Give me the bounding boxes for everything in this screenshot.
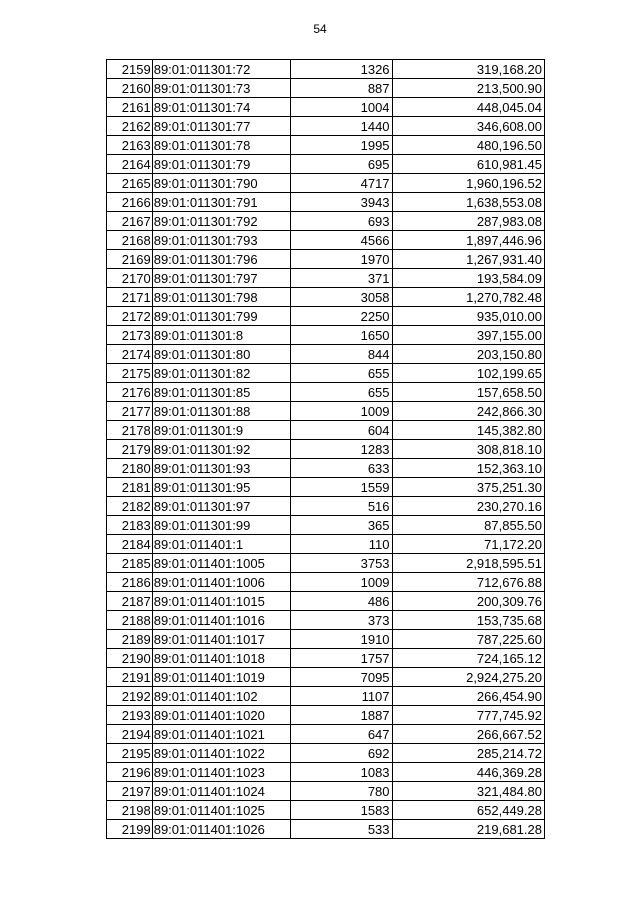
area-cell: 373 xyxy=(290,611,392,630)
table-row xyxy=(107,60,545,79)
row-number-cell: 2176 xyxy=(107,383,153,402)
value-cell: 203,150.80 xyxy=(392,345,544,364)
cadastral-number-cell: 89:01:011301:82 xyxy=(152,364,290,383)
value-cell: 319,168.20 xyxy=(392,60,544,79)
row-number-cell: 2168 xyxy=(107,231,153,250)
cadastral-number-cell: 89:01:011301:92 xyxy=(152,440,290,459)
table-row xyxy=(107,98,545,117)
area-cell: 371 xyxy=(290,269,392,288)
row-number-cell: 2165 xyxy=(107,174,153,193)
cadastral-number-cell: 89:01:011301:80 xyxy=(152,345,290,364)
cadastral-number-cell: 89:01:011301:85 xyxy=(152,383,290,402)
value-cell: 193,584.09 xyxy=(392,269,544,288)
cadastral-number-cell: 89:01:011401:102 xyxy=(152,687,290,706)
area-cell: 486 xyxy=(290,592,392,611)
cadastral-number-cell: 89:01:011301:74 xyxy=(152,98,290,117)
area-cell: 1583 xyxy=(290,801,392,820)
value-cell: 1,270,782.48 xyxy=(392,288,544,307)
area-cell: 1559 xyxy=(290,478,392,497)
value-cell: 1,638,553.08 xyxy=(392,193,544,212)
area-cell: 110 xyxy=(290,535,392,554)
value-cell: 152,363.10 xyxy=(392,459,544,478)
value-cell: 71,172.20 xyxy=(392,535,544,554)
cadastral-number-cell: 89:01:011401:1021 xyxy=(152,725,290,744)
table-row xyxy=(107,459,545,478)
table-row xyxy=(107,345,545,364)
row-number-cell: 2161 xyxy=(107,98,153,117)
cadastral-number-cell: 89:01:011301:796 xyxy=(152,250,290,269)
row-number-cell: 2166 xyxy=(107,193,153,212)
value-cell: 724,165.12 xyxy=(392,649,544,668)
value-cell: 87,855.50 xyxy=(392,516,544,535)
area-cell: 887 xyxy=(290,79,392,98)
table-row xyxy=(107,117,545,136)
table-row xyxy=(107,269,545,288)
row-number-cell: 2184 xyxy=(107,535,153,554)
value-cell: 266,454.90 xyxy=(392,687,544,706)
value-cell: 145,382.80 xyxy=(392,421,544,440)
area-cell: 1970 xyxy=(290,250,392,269)
cadastral-number-cell: 89:01:011301:73 xyxy=(152,79,290,98)
value-cell: 242,866.30 xyxy=(392,402,544,421)
area-cell: 1009 xyxy=(290,402,392,421)
table-row xyxy=(107,155,545,174)
table-row xyxy=(107,649,545,668)
cadastral-number-cell: 89:01:011301:99 xyxy=(152,516,290,535)
table-row xyxy=(107,763,545,782)
cadastral-number-cell: 89:01:011401:1 xyxy=(152,535,290,554)
cadastral-number-cell: 89:01:011401:1024 xyxy=(152,782,290,801)
table-row xyxy=(107,725,545,744)
cadastral-number-cell: 89:01:011301:9 xyxy=(152,421,290,440)
table-row xyxy=(107,193,545,212)
area-cell: 3058 xyxy=(290,288,392,307)
cadastral-number-cell: 89:01:011401:1005 xyxy=(152,554,290,573)
row-number-cell: 2190 xyxy=(107,649,153,668)
table-row xyxy=(107,478,545,497)
value-cell: 2,924,275.20 xyxy=(392,668,544,687)
row-number-cell: 2182 xyxy=(107,497,153,516)
value-cell: 346,608.00 xyxy=(392,117,544,136)
row-number-cell: 2199 xyxy=(107,820,153,839)
row-number-cell: 2196 xyxy=(107,763,153,782)
value-cell: 2,918,595.51 xyxy=(392,554,544,573)
value-cell: 480,196.50 xyxy=(392,136,544,155)
row-number-cell: 2169 xyxy=(107,250,153,269)
value-cell: 200,309.76 xyxy=(392,592,544,611)
value-cell: 652,449.28 xyxy=(392,801,544,820)
value-cell: 266,667.52 xyxy=(392,725,544,744)
area-cell: 3943 xyxy=(290,193,392,212)
cadastral-number-cell: 89:01:011301:792 xyxy=(152,212,290,231)
table-row xyxy=(107,592,545,611)
area-cell: 1283 xyxy=(290,440,392,459)
value-cell: 321,484.80 xyxy=(392,782,544,801)
value-cell: 102,199.65 xyxy=(392,364,544,383)
table-row xyxy=(107,364,545,383)
page-number: 54 xyxy=(313,22,327,36)
row-number-cell: 2159 xyxy=(107,60,153,79)
value-cell: 219,681.28 xyxy=(392,820,544,839)
cadastral-number-cell: 89:01:011401:1019 xyxy=(152,668,290,687)
value-cell: 375,251.30 xyxy=(392,478,544,497)
row-number-cell: 2186 xyxy=(107,573,153,592)
value-cell: 935,010.00 xyxy=(392,307,544,326)
area-cell: 7095 xyxy=(290,668,392,687)
cadastral-number-cell: 89:01:011301:79 xyxy=(152,155,290,174)
row-number-cell: 2187 xyxy=(107,592,153,611)
table-row xyxy=(107,516,545,535)
area-cell: 844 xyxy=(290,345,392,364)
table-row xyxy=(107,801,545,820)
cadastral-number-cell: 89:01:011301:8 xyxy=(152,326,290,345)
area-cell: 4717 xyxy=(290,174,392,193)
cadastral-number-cell: 89:01:011301:95 xyxy=(152,478,290,497)
area-cell: 693 xyxy=(290,212,392,231)
row-number-cell: 2181 xyxy=(107,478,153,497)
cadastral-number-cell: 89:01:011301:799 xyxy=(152,307,290,326)
value-cell: 1,267,931.40 xyxy=(392,250,544,269)
cadastral-number-cell: 89:01:011401:1026 xyxy=(152,820,290,839)
table-row xyxy=(107,231,545,250)
value-cell: 777,745.92 xyxy=(392,706,544,725)
value-cell: 448,045.04 xyxy=(392,98,544,117)
cadastral-number-cell: 89:01:011301:798 xyxy=(152,288,290,307)
row-number-cell: 2188 xyxy=(107,611,153,630)
table-row xyxy=(107,440,545,459)
area-cell: 365 xyxy=(290,516,392,535)
value-cell: 446,369.28 xyxy=(392,763,544,782)
area-cell: 516 xyxy=(290,497,392,516)
cadastral-number-cell: 89:01:011401:1016 xyxy=(152,611,290,630)
row-number-cell: 2192 xyxy=(107,687,153,706)
cadastral-table xyxy=(106,59,545,839)
row-number-cell: 2164 xyxy=(107,155,153,174)
table-row xyxy=(107,174,545,193)
row-number-cell: 2191 xyxy=(107,668,153,687)
cadastral-number-cell: 89:01:011301:78 xyxy=(152,136,290,155)
area-cell: 780 xyxy=(290,782,392,801)
area-cell: 1910 xyxy=(290,630,392,649)
cadastral-number-cell: 89:01:011301:93 xyxy=(152,459,290,478)
area-cell: 1009 xyxy=(290,573,392,592)
area-cell: 3753 xyxy=(290,554,392,573)
row-number-cell: 2162 xyxy=(107,117,153,136)
table-row xyxy=(107,250,545,269)
value-cell: 308,818.10 xyxy=(392,440,544,459)
value-cell: 285,214.72 xyxy=(392,744,544,763)
table-row xyxy=(107,326,545,345)
cadastral-number-cell: 89:01:011401:1020 xyxy=(152,706,290,725)
table-row xyxy=(107,212,545,231)
cadastral-number-cell: 89:01:011301:88 xyxy=(152,402,290,421)
area-cell: 533 xyxy=(290,820,392,839)
value-cell: 287,983.08 xyxy=(392,212,544,231)
row-number-cell: 2160 xyxy=(107,79,153,98)
value-cell: 213,500.90 xyxy=(392,79,544,98)
row-number-cell: 2195 xyxy=(107,744,153,763)
cadastral-number-cell: 89:01:011301:797 xyxy=(152,269,290,288)
table-row xyxy=(107,402,545,421)
area-cell: 1650 xyxy=(290,326,392,345)
table-row xyxy=(107,136,545,155)
table-row xyxy=(107,573,545,592)
cadastral-number-cell: 89:01:011301:72 xyxy=(152,60,290,79)
area-cell: 1004 xyxy=(290,98,392,117)
value-cell: 157,658.50 xyxy=(392,383,544,402)
row-number-cell: 2171 xyxy=(107,288,153,307)
area-cell: 647 xyxy=(290,725,392,744)
row-number-cell: 2183 xyxy=(107,516,153,535)
cadastral-number-cell: 89:01:011401:1022 xyxy=(152,744,290,763)
table-row xyxy=(107,497,545,516)
row-number-cell: 2197 xyxy=(107,782,153,801)
row-number-cell: 2170 xyxy=(107,269,153,288)
table-body xyxy=(107,60,545,839)
area-cell: 1887 xyxy=(290,706,392,725)
cadastral-number-cell: 89:01:011401:1018 xyxy=(152,649,290,668)
value-cell: 610,981.45 xyxy=(392,155,544,174)
area-cell: 604 xyxy=(290,421,392,440)
table-row xyxy=(107,687,545,706)
value-cell: 1,960,196.52 xyxy=(392,174,544,193)
row-number-cell: 2178 xyxy=(107,421,153,440)
area-cell: 1440 xyxy=(290,117,392,136)
cadastral-number-cell: 89:01:011401:1015 xyxy=(152,592,290,611)
row-number-cell: 2194 xyxy=(107,725,153,744)
value-cell: 153,735.68 xyxy=(392,611,544,630)
row-number-cell: 2167 xyxy=(107,212,153,231)
cadastral-number-cell: 89:01:011301:77 xyxy=(152,117,290,136)
area-cell: 692 xyxy=(290,744,392,763)
table-row xyxy=(107,535,545,554)
row-number-cell: 2173 xyxy=(107,326,153,345)
row-number-cell: 2175 xyxy=(107,364,153,383)
cadastral-number-cell: 89:01:011301:790 xyxy=(152,174,290,193)
value-cell: 397,155.00 xyxy=(392,326,544,345)
cadastral-number-cell: 89:01:011301:793 xyxy=(152,231,290,250)
table-row xyxy=(107,611,545,630)
value-cell: 1,897,446.96 xyxy=(392,231,544,250)
cadastral-number-cell: 89:01:011401:1023 xyxy=(152,763,290,782)
table-row xyxy=(107,820,545,839)
table-row xyxy=(107,421,545,440)
row-number-cell: 2179 xyxy=(107,440,153,459)
area-cell: 1083 xyxy=(290,763,392,782)
table-row xyxy=(107,706,545,725)
table-row xyxy=(107,782,545,801)
area-cell: 1757 xyxy=(290,649,392,668)
area-cell: 695 xyxy=(290,155,392,174)
area-cell: 655 xyxy=(290,364,392,383)
row-number-cell: 2172 xyxy=(107,307,153,326)
row-number-cell: 2177 xyxy=(107,402,153,421)
cadastral-number-cell: 89:01:011401:1017 xyxy=(152,630,290,649)
cadastral-number-cell: 89:01:011401:1006 xyxy=(152,573,290,592)
table-row xyxy=(107,79,545,98)
value-cell: 787,225.60 xyxy=(392,630,544,649)
area-cell: 1326 xyxy=(290,60,392,79)
row-number-cell: 2174 xyxy=(107,345,153,364)
area-cell: 2250 xyxy=(290,307,392,326)
table-row xyxy=(107,288,545,307)
cadastral-number-cell: 89:01:011301:97 xyxy=(152,497,290,516)
cadastral-number-cell: 89:01:011301:791 xyxy=(152,193,290,212)
area-cell: 1107 xyxy=(290,687,392,706)
row-number-cell: 2185 xyxy=(107,554,153,573)
cadastral-number-cell: 89:01:011401:1025 xyxy=(152,801,290,820)
table-row xyxy=(107,744,545,763)
table-row xyxy=(107,383,545,402)
row-number-cell: 2180 xyxy=(107,459,153,478)
table-row xyxy=(107,630,545,649)
value-cell: 230,270.16 xyxy=(392,497,544,516)
row-number-cell: 2193 xyxy=(107,706,153,725)
row-number-cell: 2189 xyxy=(107,630,153,649)
area-cell: 4566 xyxy=(290,231,392,250)
value-cell: 712,676.88 xyxy=(392,573,544,592)
area-cell: 633 xyxy=(290,459,392,478)
area-cell: 1995 xyxy=(290,136,392,155)
table-row xyxy=(107,554,545,573)
table-row xyxy=(107,307,545,326)
table-row xyxy=(107,668,545,687)
area-cell: 655 xyxy=(290,383,392,402)
row-number-cell: 2198 xyxy=(107,801,153,820)
row-number-cell: 2163 xyxy=(107,136,153,155)
